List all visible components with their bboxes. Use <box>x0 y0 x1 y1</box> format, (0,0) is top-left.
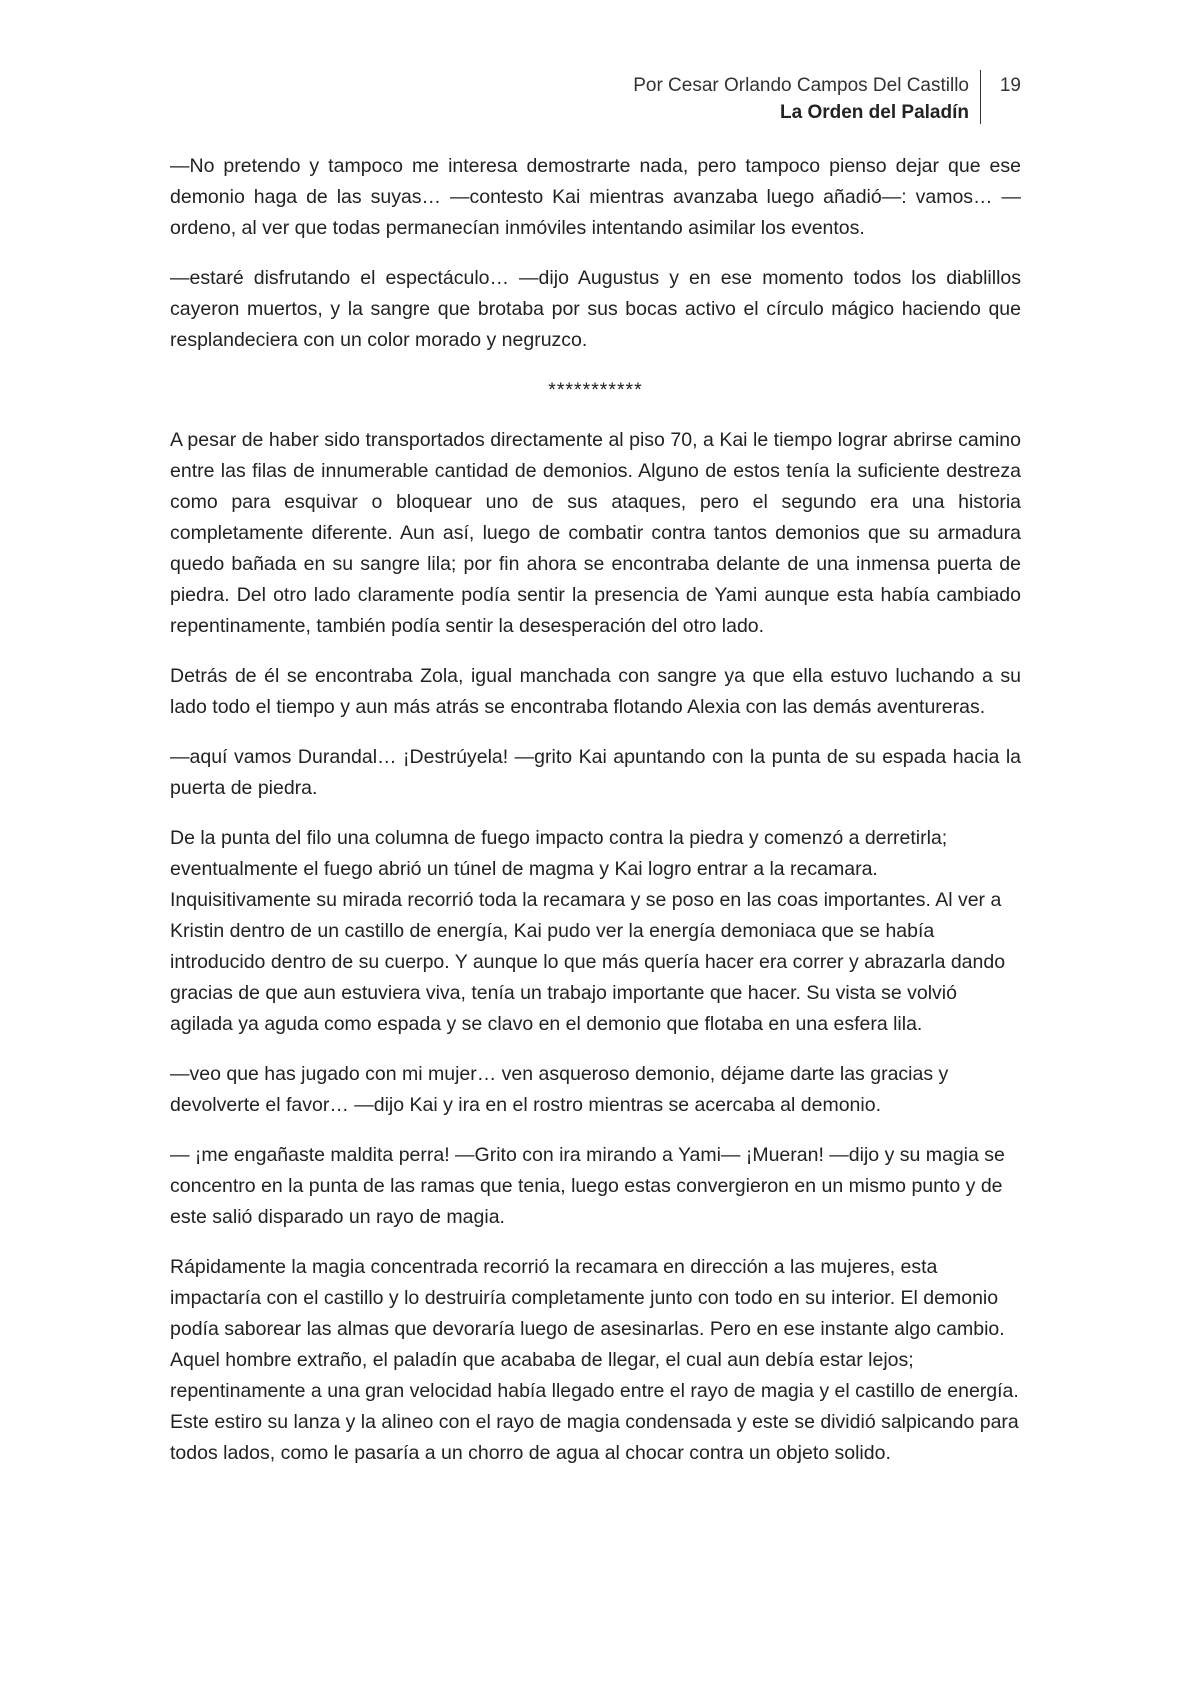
header-text-block <box>633 72 969 126</box>
paragraph: —veo que has jugado con mi mujer… ven asqueroso demonio, déjame darte las gracias y devolverte el favor… —dijo Kai y ira en el rostro mientras se acercaba al demonio. <box>170 1063 949 1116</box>
page-number: 19 <box>999 75 1021 96</box>
paragraph: De la punta del filo una columna de fuego impacto contra la piedra y comenzó a derretirla; eventualmente el fuego abrió un túnel de magma y Kai logro entrar a la recamara. Inquisitivamente su mirada recorrió toda la recamara y se poso en las coas importantes. Al ver a Kristin dentro de un castillo de energía, Kai pudo ver la energía demoniaca que se había introducido dentro de su cuerpo. Y aunque lo que más quería hacer era correr y abrazarla dando gracias de que aun estuviera viva, tenía un trabajo importante que hacer. Su vista se volvió agilada ya aguda como espada y se clavo en el demonio que flotaba en una esfera lila. <box>170 827 1006 1035</box>
header-divider <box>980 70 981 124</box>
body-text <box>170 151 1021 1488</box>
scene-separator: *********** <box>548 379 643 401</box>
paragraph: —No pretendo y tampoco me interesa demostrarte nada, pero tampoco pienso dejar que ese demonio haga de las suyas… —contesto Kai mientras avanzaba luego añadió—: vamos… —ordeno, al ver que todas permanecían inmóviles intentando asimilar los eventos. <box>170 155 1021 239</box>
paragraph: — ¡me engañaste maldita perra! —Grito con ira mirando a Yami— ¡Mueran! —dijo y su magia se concentro en la punta de las ramas que tenia, luego estas convergieron en un mismo punto y de este salió disparado un rayo de magia. <box>170 1144 1005 1228</box>
paragraph: Rápidamente la magia concentrada recorrió la recamara en dirección a las mujeres, esta impactaría con el castillo y lo destruiría completamente junto con todo en su interior. El demonio podía saborear las almas que devoraría luego de asesinarlas. Pero en ese instante algo cambio. Aquel hombre extraño, el paladín que acababa de llegar, el cual aun debía estar lejos; repentinamente a una gran velocidad había llegado entre el rayo de magia y el castillo de energía. Este estiro su lanza y la alineo con el rayo de magia condensada y este se dividió salpicando para todos lados, como le pasaría a un chorro de agua al chocar contra un objeto solido. <box>170 1256 1019 1464</box>
header-author: Por Cesar Orlando Campos Del Castillo <box>633 75 969 96</box>
paragraph: —estaré disfrutando el espectáculo… —dijo Augustus y en ese momento todos los diablillos cayeron muertos, y la sangre que brotaba por sus bocas activo el círculo mágico haciendo que resplandeciera con un color morado y negruzco. <box>170 267 1021 351</box>
paragraph: A pesar de haber sido transportados directamente al piso 70, a Kai le tiempo lograr abrirse camino entre las filas de innumerable cantidad de demonios. Alguno de estos tenía la suficiente destreza como para esquivar o bloquear uno de sus ataques, pero el segundo era una historia completamente diferente. Aun así, luego de combatir contra tantos demonios que su armadura quedo bañada en su sangre lila; por fin ahora se encontraba delante de una inmensa puerta de piedra. Del otro lado claramente podía sentir la presencia de Yami aunque esta había cambiado repentinamente, también podía sentir la desesperación del otro lado. <box>170 429 1021 637</box>
paragraph: —aquí vamos Durandal… ¡Destrúyela! —grito Kai apuntando con la punta de su espada hacia la puerta de piedra. <box>170 746 1021 799</box>
header-book-title: La Orden del Paladín <box>780 102 969 123</box>
paragraph: Detrás de él se encontraba Zola, igual manchada con sangre ya que ella estuvo luchando a su lado todo el tiempo y aun más atrás se encontraba flotando Alexia con las demás aventureras. <box>170 665 1021 718</box>
page-header <box>560 72 1021 126</box>
